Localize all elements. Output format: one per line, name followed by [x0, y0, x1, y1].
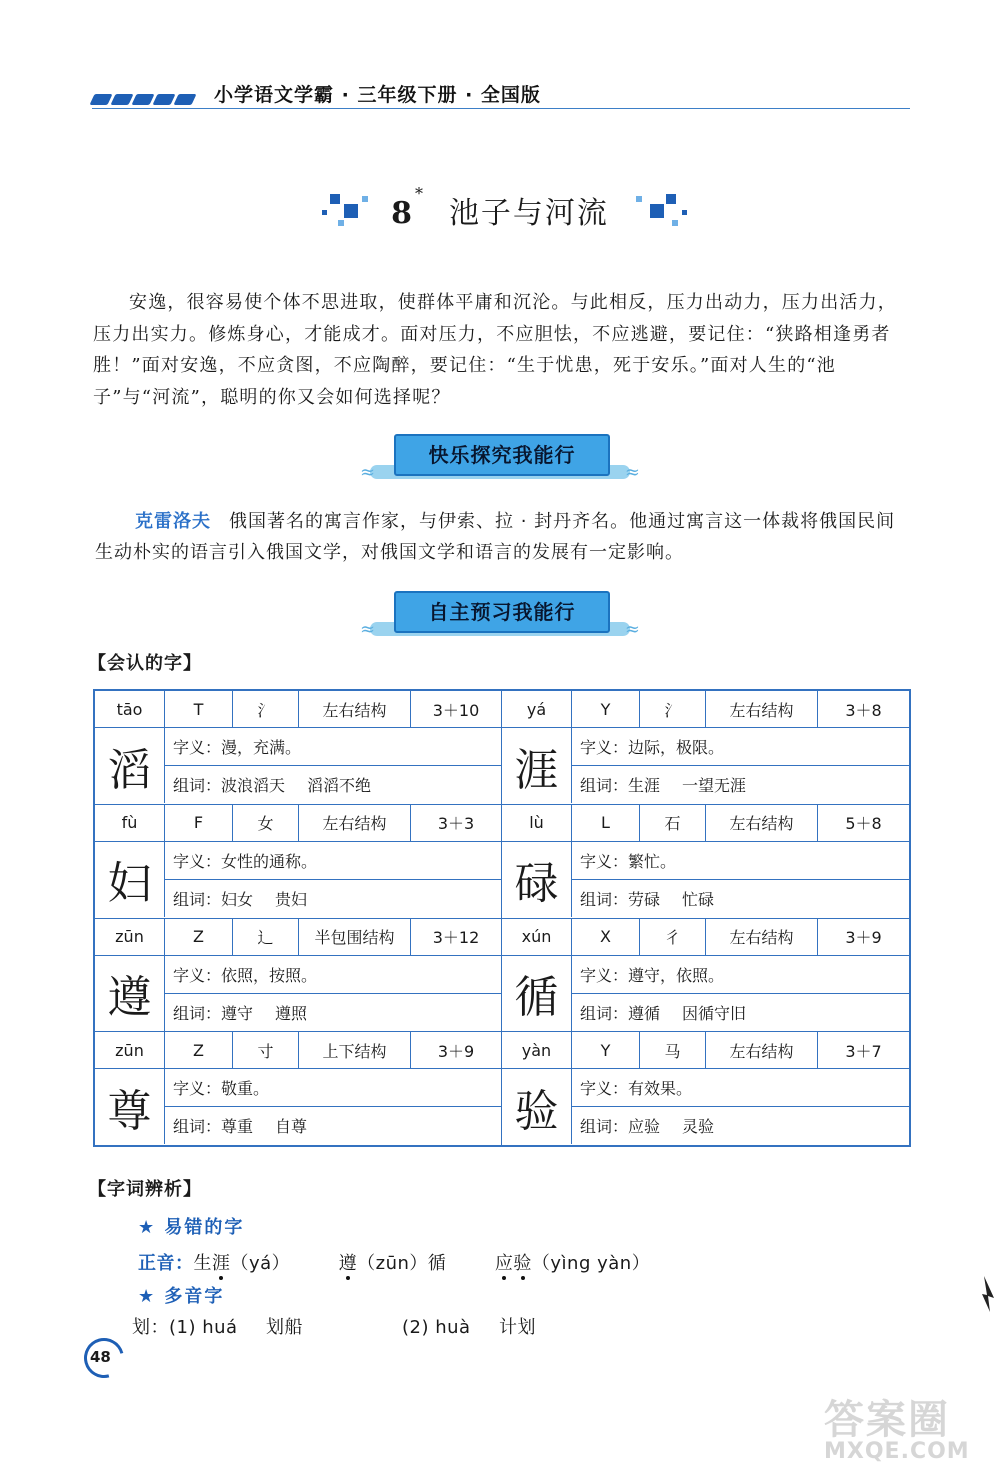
lesson-star: *: [414, 184, 423, 203]
char-glyph: 妇: [95, 842, 165, 917]
char-words: 组词： 尊重 自尊: [165, 1107, 501, 1144]
char-meaning: 字义：敬重。: [165, 1069, 501, 1107]
char-glyph: 尊: [95, 1069, 165, 1144]
page-number: [62, 1330, 126, 1390]
section-word-analysis: 【字词辨析】: [88, 1179, 202, 1200]
char-structure: 半包围结构: [299, 919, 411, 955]
char-words: 组词： 妇女 贵妇: [165, 880, 501, 917]
char-structure: 左右结构: [706, 1032, 818, 1068]
easy-wrong-title: ★ 易错的字: [138, 1217, 245, 1238]
char-pinyin: zūn: [95, 1032, 165, 1068]
polyphone-row-2: [402, 1313, 536, 1339]
char-entry: [95, 919, 502, 1033]
char-initial: Y: [572, 1032, 640, 1068]
char-glyph: 滔: [95, 728, 165, 803]
lesson-number: 8: [391, 196, 412, 231]
char-meaning: 字义：遵守，依照。: [572, 956, 909, 994]
char-meaning: 字义：边际，极限。: [572, 728, 909, 766]
word-item: 妇女: [221, 889, 254, 909]
char-glyph: 循: [502, 956, 572, 1031]
char-initial: Y: [572, 691, 640, 727]
char-radical: 石: [640, 805, 706, 841]
author-note: [95, 506, 910, 568]
word-item: 贵妇: [275, 889, 308, 909]
char-glyph: 涯: [502, 728, 572, 803]
char-structure: 上下结构: [299, 1032, 411, 1068]
header-rule: [92, 108, 910, 109]
word-item: 应验: [628, 1117, 661, 1137]
word-item: 忙碌: [682, 889, 715, 909]
easy-wrong-row: [138, 1249, 650, 1275]
char-strokes: 3＋3: [437, 814, 475, 834]
char-structure: 左右结构: [706, 805, 818, 841]
char-entry: [502, 691, 909, 805]
author-name: 克雷洛夫: [135, 511, 211, 532]
char-info-row: [95, 691, 501, 728]
header-decoration: [92, 90, 212, 106]
easy-wrong-item: 应验（yìng yàn）: [494, 1253, 651, 1274]
char-pinyin: zūn: [95, 919, 165, 955]
easy-wrong-item: 遵（zūn）循: [338, 1253, 447, 1274]
char-info-row: [95, 919, 501, 956]
word-item: 遵守: [221, 1003, 254, 1023]
char-strokes: 5＋8: [845, 814, 882, 834]
char-words: 组词： 遵守 遵照: [165, 994, 501, 1031]
char-strokes: 3＋12: [432, 928, 480, 947]
char-strokes: 3＋9: [845, 928, 882, 947]
char-meaning: 字义：依照，按照。: [165, 956, 501, 994]
char-initial: Z: [165, 919, 233, 955]
word-item: 自尊: [275, 1117, 308, 1137]
polyphone-row: [132, 1313, 303, 1339]
word-item: 滔滔不绝: [307, 776, 372, 795]
char-pinyin: yàn: [502, 1032, 572, 1068]
char-radical: 氵: [233, 691, 299, 727]
word-item: 一望无涯: [682, 776, 747, 795]
char-radical: 彳: [640, 919, 706, 955]
polyphone-char: 划: [132, 1317, 151, 1338]
char-meaning: 字义：漫，充满。: [165, 728, 501, 766]
watermark-top: 答案圈: [824, 1397, 950, 1443]
char-pinyin: lù: [502, 805, 572, 841]
char-radical: 氵: [640, 691, 706, 727]
edge-arrow-icon: [980, 1274, 998, 1314]
reading-2-word: 计划: [499, 1317, 537, 1338]
char-radical: 马: [640, 1032, 706, 1068]
correct-pronunciation-label: 正音：: [138, 1253, 194, 1274]
char-glyph: 遵: [95, 956, 165, 1031]
char-meaning: 字义：女性的通称。: [165, 842, 501, 880]
char-initial: F: [165, 805, 233, 841]
author-text: 俄国著名的寓言作家，与伊索、拉 · 封丹齐名。他通过寓言这一体裁将俄国民间生动朴实的语言引入俄国文学，对俄国文学和语言的发展有一定影响。: [95, 511, 896, 563]
char-pinyin: tāo: [95, 691, 165, 727]
char-words: 组词： 应验 灵验: [572, 1107, 909, 1144]
char-strokes: 3＋9: [437, 1041, 475, 1061]
char-info-row: [95, 1032, 501, 1069]
char-meaning: 字义：有效果。: [572, 1069, 909, 1107]
word-item: 尊重: [221, 1117, 254, 1137]
char-info-row: [95, 805, 501, 842]
char-structure: 左右结构: [706, 691, 818, 727]
intro-paragraph: 安逸，很容易使个体不思进取，使群体平庸和沉沦。与此相反，压力出动力，压力出活力，压力出实力。修炼身心，才能成才。面对压力，不应胆怯，不应逃避，要记住：“狭路相逢勇者胜！”面对安逸，不应贪图，不应陶醉，要记住：“生于忧患，死于安乐。”面对人生的“池子”与“河流”，聪明的你又会如何选择呢？: [93, 292, 897, 408]
reading-1: ：(1) huá: [150, 1317, 238, 1338]
char-structure: 左右结构: [706, 919, 818, 955]
char-pinyin: fù: [95, 805, 165, 841]
char-entry: [502, 1032, 909, 1145]
char-initial: T: [165, 691, 233, 727]
char-pinyin: xún: [502, 919, 572, 955]
word-item: 波浪滔天: [221, 776, 286, 795]
reading-2: (2) huà: [402, 1317, 471, 1338]
char-strokes: 3＋8: [845, 700, 882, 720]
section-recognize-chars: 【会认的字】: [88, 653, 202, 674]
word-item: 遵照: [275, 1003, 308, 1023]
char-info-row: [502, 1032, 909, 1069]
char-radical: 寸: [233, 1032, 299, 1068]
char-structure: 左右结构: [299, 691, 411, 727]
word-item: 灵验: [682, 1117, 715, 1137]
char-words: 组词： 劳碌 忙碌: [572, 880, 909, 917]
word-item: 生涯: [628, 776, 661, 795]
char-structure: 左右结构: [299, 805, 411, 841]
char-strokes: 3＋7: [845, 1041, 882, 1061]
word-item: 因循守旧: [682, 1003, 747, 1023]
char-entry: [502, 919, 909, 1033]
lesson-heading: [0, 184, 1000, 232]
char-entry: [502, 805, 909, 919]
reading-1-word: 划船: [266, 1317, 304, 1338]
char-radical: 辶: [233, 919, 299, 955]
char-info-row: [502, 805, 909, 842]
watermark-bottom: MXQE.COM: [824, 1439, 970, 1464]
char-initial: X: [572, 919, 640, 955]
char-strokes: 3＋10: [432, 700, 480, 720]
watermark: [824, 1388, 974, 1464]
char-words: 组词： 生涯 一望无涯: [572, 766, 909, 803]
char-pinyin: yá: [502, 691, 572, 727]
book-title: 小学语文学霸 · 三年级下册 · 全国版: [214, 84, 541, 106]
banner-explore: ≈ ≈ 快乐探究我能行: [360, 434, 640, 482]
char-words: 组词： 遵循 因循守旧: [572, 994, 909, 1031]
page-number-text: 48: [90, 1348, 111, 1366]
char-glyph: 碌: [502, 842, 572, 917]
char-entry: [95, 805, 502, 919]
word-item: 遵循: [628, 1003, 661, 1023]
banner-explore-label: 快乐探究我能行: [394, 434, 610, 476]
word-item: 劳碌: [628, 889, 661, 909]
char-info-row: [502, 919, 909, 956]
easy-wrong-item: 生涯（yá）: [193, 1253, 291, 1274]
char-initial: Z: [165, 1032, 233, 1068]
char-meaning: 字义：繁忙。: [572, 842, 909, 880]
char-glyph: 验: [502, 1069, 572, 1144]
lesson-title: 池子与河流: [448, 196, 609, 231]
banner-preview-label: 自主预习我能行: [394, 591, 610, 633]
char-table: [93, 689, 911, 1147]
char-initial: L: [572, 805, 640, 841]
char-radical: 女: [233, 805, 299, 841]
char-entry: [95, 1032, 502, 1145]
char-words: 组词： 波浪滔天 滔滔不绝: [165, 766, 501, 803]
char-info-row: [502, 691, 909, 728]
polyphone-title: ★ 多音字: [138, 1286, 225, 1307]
banner-preview: ≈ ≈ 自主预习我能行: [360, 591, 640, 639]
char-entry: [95, 691, 502, 805]
